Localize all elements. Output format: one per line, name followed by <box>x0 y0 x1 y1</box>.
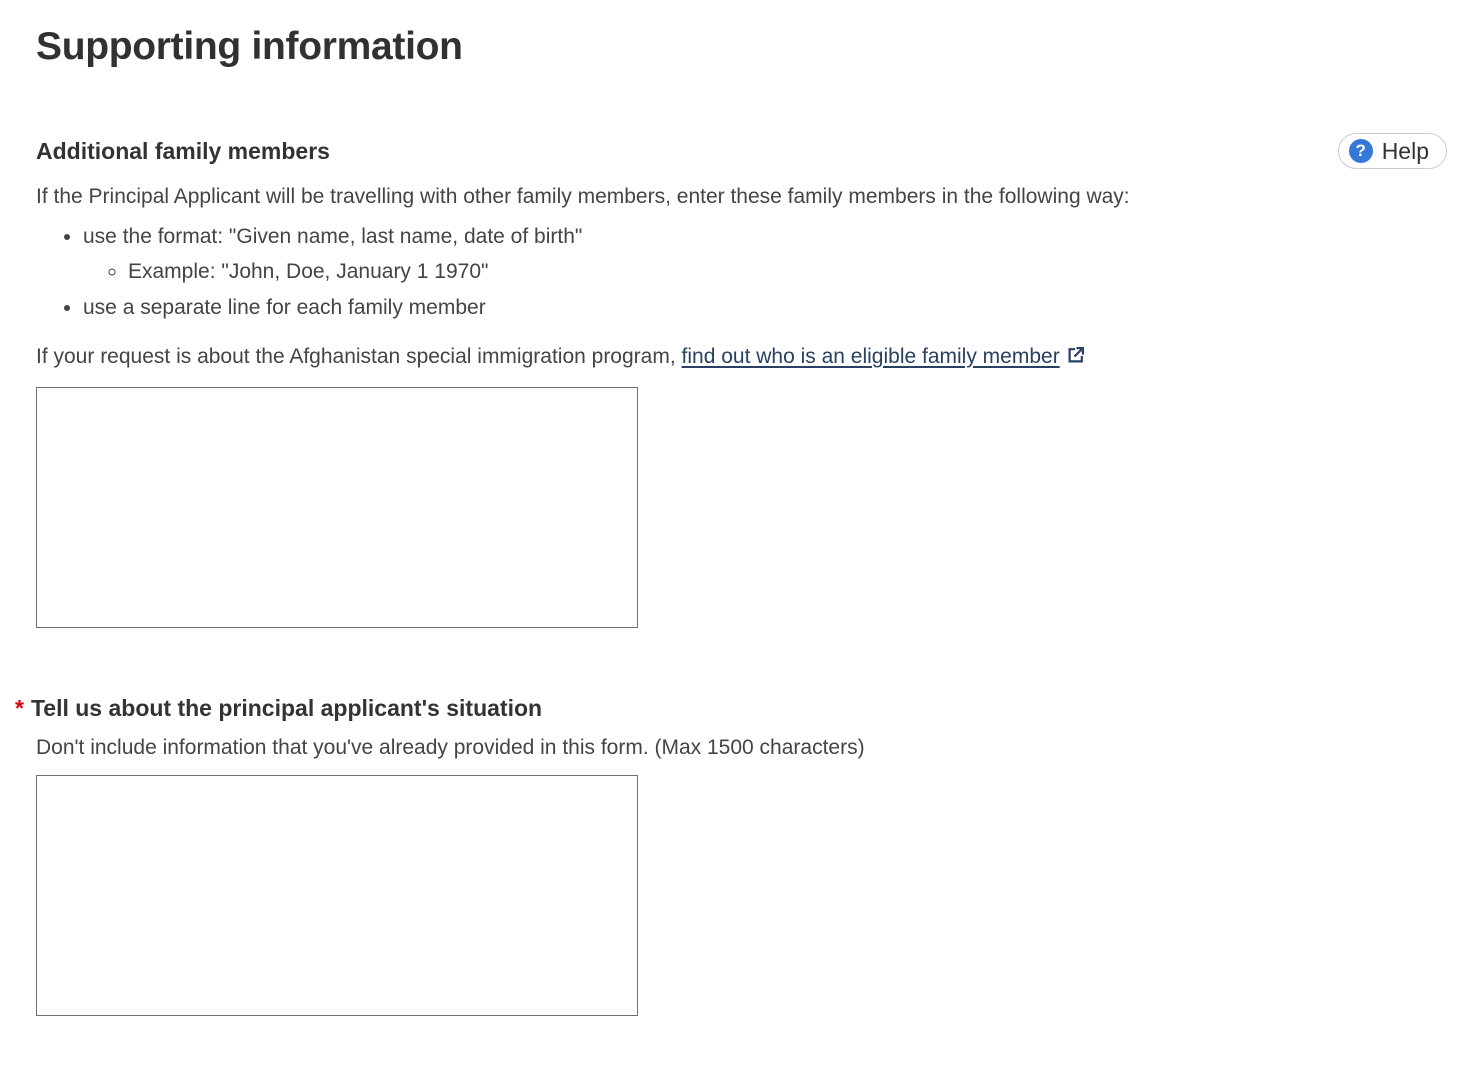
list-item-text: use the format: "Given name, last name, date of birth" <box>83 224 583 248</box>
page-title: Supporting information <box>36 25 463 68</box>
family-section-header <box>36 133 1447 169</box>
list-item <box>83 219 1447 290</box>
situation-textarea[interactable] <box>36 775 638 1016</box>
family-members-textarea[interactable] <box>36 387 638 628</box>
external-link-icon <box>1066 344 1086 374</box>
situation-hint: Don't include information that you've already provided in this form. (Max 1500 characters) <box>36 735 865 759</box>
list-item <box>83 290 1447 326</box>
situation-heading-text: Tell us about the principal applicant's situation <box>30 695 543 722</box>
list-item-text: use a separate line for each family member <box>83 296 486 319</box>
question-circle-icon: ? <box>1349 139 1373 163</box>
afghanistan-note <box>36 342 1447 374</box>
family-intro-text: If the Principal Applicant will be travelling with other family members, enter these family members in the following way: <box>36 185 1130 209</box>
help-button-label: Help <box>1381 137 1429 164</box>
list-item: ◦ Example: "John, Doe, January 1 1970" <box>128 254 1447 290</box>
required-asterisk: * <box>15 695 24 722</box>
help-button[interactable] <box>1338 133 1447 169</box>
situation-heading <box>15 694 1447 723</box>
afghanistan-note-prefix: If your request is about the Afghanistan special immigration program, <box>36 344 682 368</box>
eligible-family-member-link[interactable]: find out who is an eligible family member <box>681 344 1060 368</box>
family-section-heading: Additional family members <box>36 137 330 164</box>
example-sublist <box>83 254 1447 290</box>
family-instructions-list <box>36 219 1447 326</box>
